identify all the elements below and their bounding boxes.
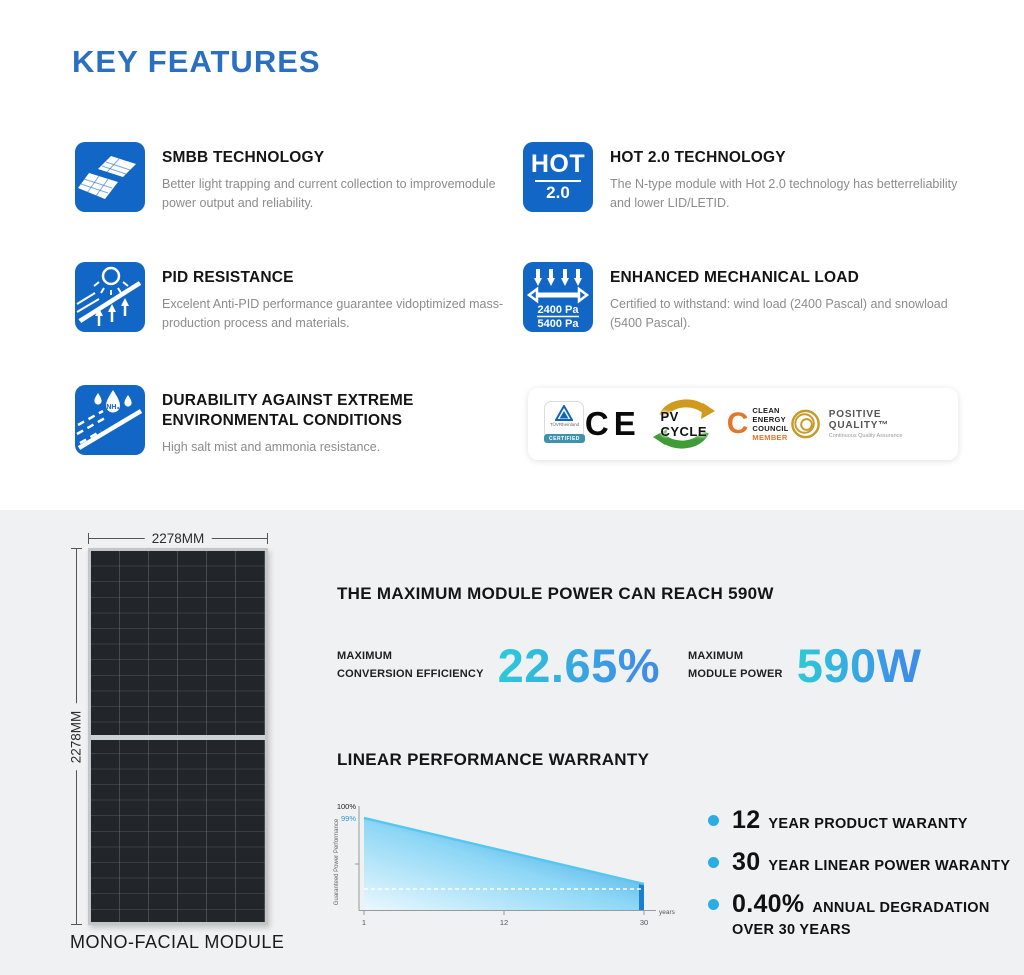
- bullet-text: YEAR LINEAR POWER WARANTY: [768, 858, 1011, 874]
- positive-quality-title: POSITIVE QUALITY™: [828, 409, 890, 431]
- warranty-chart: [326, 792, 686, 947]
- module-specs-section: [0, 510, 1024, 975]
- feature-desc: High salt mist and ammonia resistance.: [162, 440, 381, 455]
- panel-center-divider: [91, 735, 265, 740]
- bullet-annual-degradation: [708, 890, 1010, 938]
- svg-text:NH₃: NH₃: [106, 404, 120, 411]
- pid-sun-icon: [75, 262, 145, 332]
- hot-2-0-badge-icon: [523, 142, 593, 212]
- feature-title: PID RESISTANCE: [162, 269, 294, 286]
- positive-quality-logo: [789, 407, 942, 441]
- bullet-value: 12: [732, 806, 761, 834]
- cec-line: CLEAN: [752, 406, 780, 415]
- feature-title: HOT 2.0 TECHNOLOGY: [610, 149, 786, 166]
- cec-member-label: MEMBER: [752, 433, 788, 442]
- max-power-headline: THE MAXIMUM MODULE POWER CAN REACH 590W: [337, 584, 774, 603]
- tuv-certified-logo: [544, 401, 585, 447]
- solar-panel-image: [88, 548, 268, 925]
- mechanical-load-icon: [523, 262, 593, 332]
- stat-label-line: MODULE POWER: [688, 667, 783, 680]
- svg-text:2400 Pa: 2400 Pa: [537, 304, 579, 316]
- pv-cycle-label: PV CYCLE: [660, 409, 708, 439]
- hot-badge-version: 2.0: [546, 182, 570, 202]
- feature-title: ENHANCED MECHANICAL LOAD: [610, 269, 860, 286]
- stat-label-line: CONVERSION EFFICIENCY: [337, 667, 484, 680]
- bullet-linear-power-warranty: [708, 848, 1010, 877]
- feature-durability: [75, 385, 554, 457]
- x-axis-label: years: [659, 909, 675, 916]
- bullet-dot-icon: [708, 815, 719, 826]
- hot-badge-rule: [535, 180, 581, 182]
- pv-cycle-logo: [641, 397, 727, 451]
- stat-label-line: MAXIMUM: [688, 649, 744, 662]
- tuv-certified-banner: CERTIFIED: [544, 434, 585, 443]
- page-title: KEY FEATURES: [72, 44, 321, 79]
- ammonia-droplets-icon: [75, 385, 145, 455]
- feature-desc: Excelent Anti-PID performance guarantee vidoptimized mass-production process and materials.: [162, 297, 504, 330]
- svg-text:5400 Pa: 5400 Pa: [537, 318, 579, 330]
- feature-title: SMBB TECHNOLOGY: [162, 149, 325, 166]
- feature-title: DURABILITY AGAINST EXTREME ENVIRONMENTAL CONDITIONS: [162, 392, 414, 430]
- module-width-label: 2278MM: [145, 531, 212, 546]
- warranty-title: LINEAR PERFORMANCE WARRANTY: [337, 750, 650, 769]
- bullet-dot-icon: [708, 899, 719, 910]
- bullet-text: YEAR PRODUCT WARANTY: [768, 816, 968, 832]
- module-height-label: 2278MM: [69, 703, 84, 770]
- cec-line: COUNCIL: [752, 424, 789, 433]
- bullet-product-warranty: [708, 806, 1010, 835]
- feature-mechanical-load: [523, 262, 978, 333]
- y-tick-100: 100%: [336, 802, 356, 811]
- stat-value: 590W: [796, 639, 922, 692]
- feature-hot20: [523, 142, 978, 213]
- y-axis-label: Guaranteed Power Performance: [334, 818, 340, 906]
- bullet-value: 30: [732, 848, 761, 876]
- x-tick-12: 12: [499, 918, 509, 927]
- y-tick-99: 99%: [340, 814, 356, 823]
- warranty-bullets: [708, 806, 1010, 938]
- stat-module-power: [688, 638, 921, 693]
- feature-desc: Better light trapping and current collection to improvemodule power output and reliability.: [162, 177, 496, 210]
- feature-pid: [75, 262, 510, 333]
- bullet-text-line2: OVER 30 YEARS: [732, 922, 851, 938]
- module-height-dimension: [68, 548, 84, 925]
- x-tick-30: 30: [639, 918, 649, 927]
- module-caption: MONO-FACIAL MODULE: [70, 932, 285, 952]
- bullet-text: ANNUAL DEGRADATION: [812, 900, 990, 916]
- x-tick-1: 1: [361, 918, 367, 927]
- feature-desc: The N-type module with Hot 2.0 technology has betterreliability and lower LID/LETID.: [610, 177, 958, 210]
- positive-quality-subtitle: Continuous Quality Assurance: [828, 433, 903, 439]
- bullet-dot-icon: [708, 857, 719, 868]
- tuv-brand-label: TÜVRheinland: [549, 422, 580, 427]
- stats-row: [337, 638, 921, 693]
- stat-label-line: MAXIMUM: [337, 649, 393, 662]
- stat-value: 22.65%: [497, 639, 661, 692]
- clean-energy-council-logo: [727, 406, 789, 442]
- tuv-triangle-icon: [555, 405, 573, 421]
- cec-line: ENERGY: [752, 415, 786, 424]
- stat-conversion-efficiency: [337, 638, 660, 693]
- feature-smbb: [75, 142, 510, 213]
- cec-c-icon: C: [726, 407, 749, 440]
- feature-desc: Certified to withstand: wind load (2400 Pascal) and snowload (5400 Pascal).: [610, 297, 948, 330]
- hot-badge-text: HOT: [530, 149, 586, 178]
- certifications-card: [528, 388, 958, 460]
- gold-rings-icon: [789, 407, 822, 441]
- bullet-value: 0.40%: [732, 890, 805, 918]
- ce-mark-logo: CE: [584, 405, 641, 442]
- module-width-dimension: [88, 530, 268, 546]
- solar-panels-icon: [75, 142, 145, 212]
